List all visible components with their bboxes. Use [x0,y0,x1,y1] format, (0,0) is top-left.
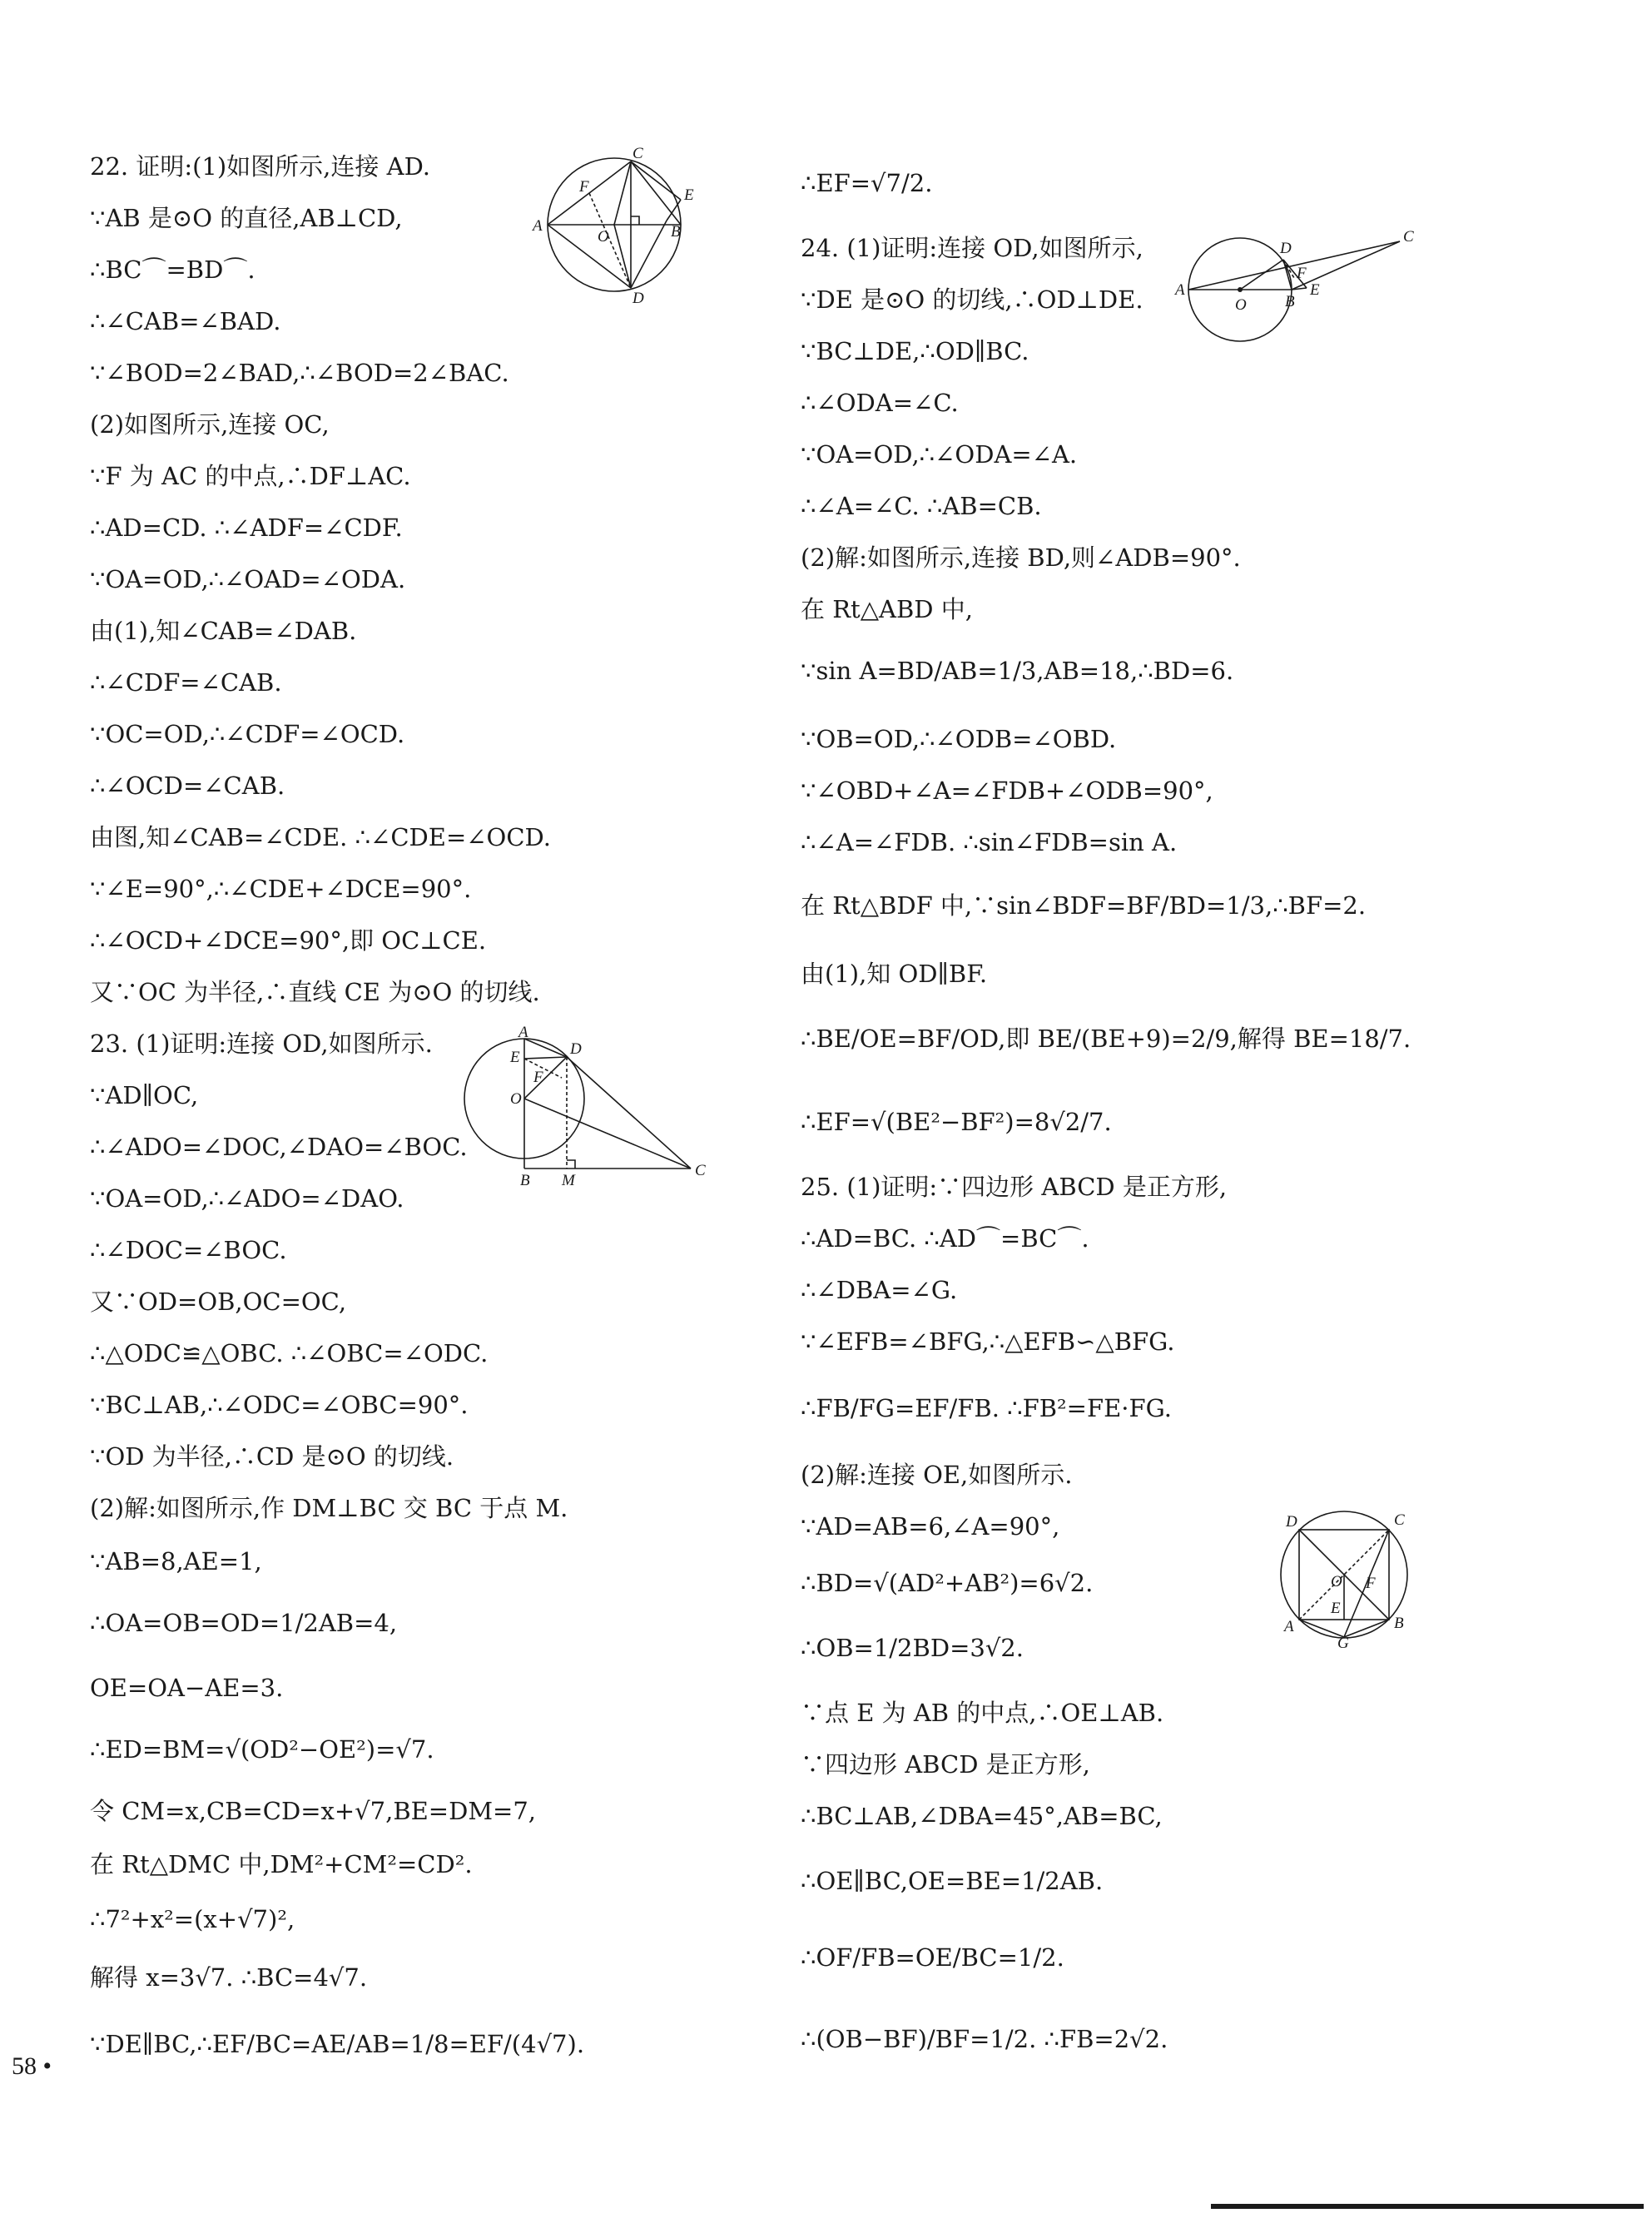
text-line: 24. (1)证明:连接 OD,如图所示, [801,234,1144,262]
fig22-label: O [598,228,609,246]
fig22-label: B [671,223,681,241]
text-line: ∵OC=OD,∴∠CDF=∠OCD. [90,720,405,748]
text-line: ∴OA=OB=OD=1/2AB=4, [90,1609,398,1637]
text-line: ∴EF=√(BE²−BF²)=8√2/7. [801,1108,1112,1136]
text-line: ∵∠BOD=2∠BAD,∴∠BOD=2∠BAC. [90,359,509,387]
fig24-label: E [1310,281,1320,299]
text-line: 解得 x=3√7. ∴BC=4√7. [90,1963,368,1992]
text-line: ∵BC⊥DE,∴OD∥BC. [801,337,1029,365]
fig22-label: D [633,290,644,307]
text-line: ∵∠E=90°,∴∠CDE+∠DCE=90°. [90,875,472,903]
text-line: ∵BC⊥AB,∴∠ODC=∠OBC=90°. [90,1391,469,1419]
text-line: ∴∠DOC=∠BOC. [90,1236,287,1264]
fig25-label: D [1286,1513,1297,1531]
fig23-label: M [562,1172,575,1189]
fig24-label: F [1297,265,1307,282]
text-line: ∵F 为 AC 的中点,∴DF⊥AC. [90,462,411,490]
text-line: ∴∠OCD=∠CAB. [90,772,285,800]
text-line: ∴ED=BM=√(OD²−OE²)=√7. [90,1735,434,1764]
text-line: ∴BC⌒=BD⌒. [90,256,255,284]
text-line: ∵四边形 ABCD 是正方形, [801,1750,1090,1779]
text-line: 22. 证明:(1)如图所示,连接 AD. [90,152,431,181]
text-line: 23. (1)证明:连接 OD,如图所示. [90,1030,433,1058]
text-line: 在 Rt△BDF 中,∵sin∠BDF=BF/BD=1/3,∴BF=2. [801,891,1367,920]
text-line: ∴∠A=∠C. ∴AB=CB. [801,492,1042,520]
text-line: 由图,知∠CAB=∠CDE. ∴∠CDE=∠OCD. [90,823,551,851]
text-line: ∴BC⊥AB,∠DBA=45°,AB=BC, [801,1802,1163,1830]
fig22-label: A [533,217,543,235]
text-line: ∴EF=√7/2. [801,169,933,197]
fig25-label: C [1394,1511,1405,1529]
fig25-label: G [1337,1635,1349,1652]
text-line: ∴AD=CD. ∴∠ADF=∠CDF. [90,514,403,542]
text-line: ∴BD=√(AD²+AB²)=6√2. [801,1569,1094,1597]
fig25-label: B [1394,1615,1404,1632]
text-line: 25. (1)证明:∵四边形 ABCD 是正方形, [801,1173,1228,1201]
fig25-label: A [1284,1618,1294,1635]
fig25-label: O [1331,1573,1342,1590]
text-line: ∴△ODC≌△OBC. ∴∠OBC=∠ODC. [90,1339,489,1367]
fig22-label: E [684,186,694,204]
fig24-label: O [1235,296,1247,314]
text-line: ∴∠ODA=∠C. [801,389,959,417]
text-line: ∴∠ADO=∠DOC,∠DAO=∠BOC. [90,1133,468,1161]
fig23-label: D [570,1040,582,1058]
text-line: ∵AB=8,AE=1, [90,1547,262,1575]
fig24-label: D [1280,240,1292,257]
fig23-label: B [520,1172,530,1189]
text-line: ∵AD=AB=6,∠A=90°, [801,1512,1060,1541]
text-line: (2)解:如图所示,作 DM⊥BC 交 BC 于点 M. [90,1494,568,1522]
text-line: ∴∠DBA=∠G. [801,1276,958,1304]
bottom-rule [1211,2204,1644,2209]
text-line: ∴OB=1/2BD=3√2. [801,1634,1024,1662]
figure-25 [1277,1506,1411,1652]
text-line: (2)解:如图所示,连接 BD,则∠ADB=90°. [801,543,1241,572]
text-line: ∵AB 是⊙O 的直径,AB⊥CD, [90,204,403,232]
text-line: ∵∠OBD+∠A=∠FDB+∠ODB=90°, [801,777,1213,805]
text-line: ∴OF/FB=OE/BC=1/2. [801,1943,1064,1972]
text-line: ∴BE/OE=BF/OD,即 BE/(BE+9)=2/9,解得 BE=18/7. [801,1025,1411,1053]
text-line: ∴∠OCD+∠DCE=90°,即 OC⊥CE. [90,926,487,955]
text-line: ∵∠EFB=∠BFG,∴△EFB∽△BFG. [801,1327,1175,1356]
text-line: 由(1),知∠CAB=∠DAB. [90,617,357,645]
figure-24 [1165,228,1415,340]
fig23-label: C [695,1162,706,1179]
text-line: ∴∠A=∠FDB. ∴sin∠FDB=sin A. [801,828,1178,856]
fig25-label: F [1366,1575,1376,1592]
text-line: ∴∠CDF=∠CAB. [90,668,282,697]
text-line: ∵sin A=BD/AB=1/3,AB=18,∴BD=6. [801,657,1234,685]
text-line: (2)解:连接 OE,如图所示. [801,1461,1073,1489]
text-line: ∵DE∥BC,∴EF/BC=AE/AB=1/8=EF/(4√7). [90,2030,585,2058]
text-line: ∴7²+x²=(x+√7)², [90,1905,295,1933]
text-line: ∴(OB−BF)/BF=1/2. ∴FB=2√2. [801,2025,1168,2053]
text-line: ∵OA=OD,∴∠ODA=∠A. [801,440,1078,469]
text-line: ∴OE∥BC,OE=BE=1/2AB. [801,1867,1104,1895]
page-number: 58 • [12,2052,52,2080]
fig24-label: A [1175,281,1185,299]
fig24-label: B [1285,293,1295,310]
text-line: 令 CM=x,CB=CD=x+√7,BE=DM=7, [90,1797,537,1825]
figure-22 [514,145,714,307]
text-line: ∵点 E 为 AB 的中点,∴OE⊥AB. [801,1699,1164,1727]
fig23-label: E [510,1049,520,1066]
figure-23 [462,1024,706,1192]
text-line: ∴AD=BC. ∴AD⌒=BC⌒. [801,1224,1089,1253]
text-line: ∵DE 是⊙O 的切线,∴OD⊥DE. [801,285,1144,314]
fig22-label: C [633,145,643,162]
text-line: 在 Rt△ABD 中, [801,595,973,623]
text-line: ∴FB/FG=EF/FB. ∴FB²=FE·FG. [801,1394,1172,1422]
fig23-label: F [533,1069,543,1086]
fig23-label: O [510,1090,522,1108]
text-line: ∴∠CAB=∠BAD. [90,307,281,335]
fig22-label: F [579,178,589,196]
fig24-label: C [1403,228,1414,246]
text-line: ∵OD 为半径,∴CD 是⊙O 的切线. [90,1442,454,1471]
text-line: ∵OA=OD,∴∠OAD=∠ODA. [90,565,406,593]
text-line: 又∵OD=OB,OC=OC, [90,1288,347,1316]
text-line: ∵OA=OD,∴∠ADO=∠DAO. [90,1184,404,1213]
text-line: 在 Rt△DMC 中,DM²+CM²=CD². [90,1850,473,1878]
text-line: ∵AD∥OC, [90,1081,199,1109]
fig23-label: A [518,1024,528,1041]
text-line: 由(1),知 OD∥BF. [801,960,988,988]
text-line: ∵OB=OD,∴∠ODB=∠OBD. [801,725,1117,753]
text-line: OE=OA−AE=3. [90,1674,284,1702]
fig25-label: E [1331,1600,1341,1617]
text-line: (2)如图所示,连接 OC, [90,410,330,439]
text-line: 又∵OC 为半径,∴直线 CE 为⊙O 的切线. [90,978,540,1006]
